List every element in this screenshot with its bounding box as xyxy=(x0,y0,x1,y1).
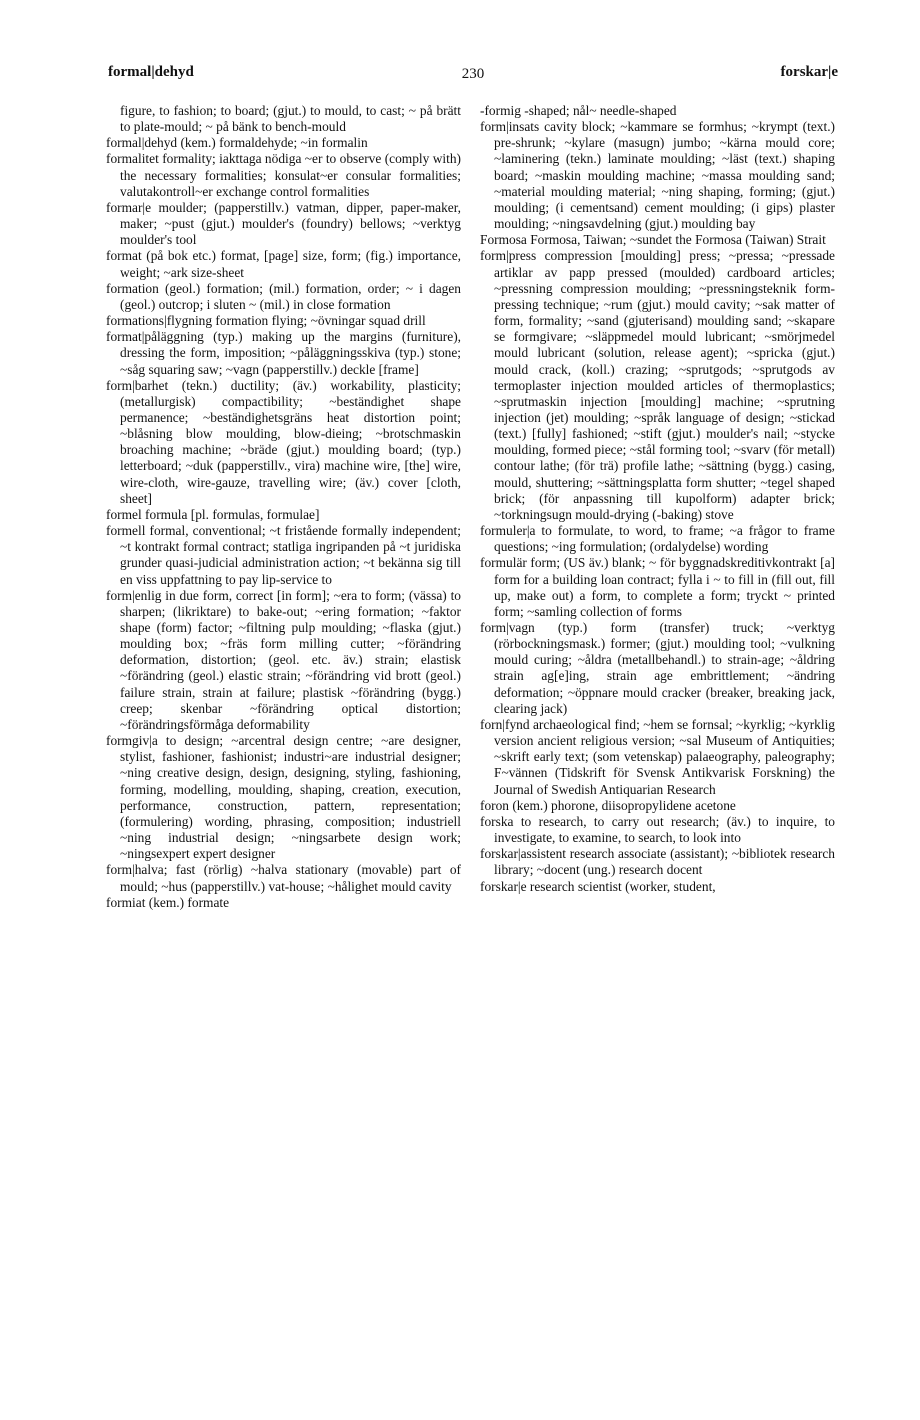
dictionary-entry: format|påläggning (typ.) making up the margins (furniture), dressing the form, imposition; ~påläggningsskiva (typ.) stone; ~såg squaring saw; ~vagn (papperstillv.) deckle [frame] xyxy=(106,329,461,377)
dictionary-entry: format (på bok etc.) format, [page] size, form; (fig.) importance, weight; ~ark size-sheet xyxy=(106,248,461,280)
dictionary-entry: form|halva; fast (rörlig) ~halva stationary (movable) part of mould; ~hus (papperstillv.) vat-house; ~hålighet mould cavity xyxy=(106,862,461,894)
dictionary-entry: forskar|assistent research associate (assistant); ~bibliotek research library; ~docent (ung.) research docent xyxy=(480,846,835,878)
dictionary-entry: formation (geol.) formation; (mil.) formation, order; ~ i dagen (geol.) outcrop; i sluten ~ (mil.) in close formation xyxy=(106,280,461,312)
page-number: 230 xyxy=(461,66,485,82)
dictionary-entry: form|insats cavity block; ~kammare se formhus; ~krympt (text.) pre-shrunk; ~kylare (masugn) jumbo; ~kärna mould core; ~laminering (tekn.) laminate moulding; ~läst (text.) shaping board; ~maskin moulding machine; ~massa moulding sand; ~material moulding material; ~ning shaping, forming; (gjut.) moulding; (i cementsand) cement moulding; (i gips) plaster moulding; ~ningsavdelning (gjut.) moulding bay xyxy=(480,119,835,232)
dictionary-entry: formell formal, conventional; ~t fristående formally independent; ~t kontrakt formal contract; statliga ingripanden på ~t juridiska grunder quasi-judicial administration action; ~t bekänna sig till en viss uppfattning to pay lip-service to xyxy=(106,523,461,587)
dictionary-entry: figure, to fashion; to board; (gjut.) to mould, to cast; ~ på brätt to plate-mould; ~ på bänk to bench-mould xyxy=(120,103,461,135)
dictionary-entry: formalitet formality; iakttaga nödiga ~er to observe (comply with) the necessary formalities; konsulat~er consular formalities; valutakontroll~er exchange control formalities xyxy=(106,151,461,199)
left-column xyxy=(106,103,461,911)
dictionary-entry: forskar|e research scientist (worker, student, xyxy=(480,878,716,894)
dictionary-entry: forska to research, to carry out research; (äv.) to inquire, to investigate, to examine, to search, to look into xyxy=(480,813,835,846)
dictionary-entry: -formig -shaped; nål~ needle-shaped xyxy=(480,103,677,118)
dictionary-entry: form|press compression [moulding] press; ~pressa; ~pressade artiklar av papp pressed (moulded) cardboard articles; ~pressning compression moulding; ~pressningsteknik form-pressing technique; ~rum (gjut.) mould cavity; ~sak matter of form, formality; ~sand (gjuterisand) moulding sand; ~skapare se formgivare; ~släppmedel mould lubricant; ~smörjmedel mould lubricant (solution, release agent); ~spricka (gjut.) mould crack, (koll.) crazing; ~sprutgods; ~sprutgods av termoplaster injection moulded articles of thermoplastics; ~sprutmaskin injection [moulding] machine; ~sprutning injection (jet) moulding; ~språk language of design; ~stickad (text.) [fully] fashioned; ~stift (gjut.) moulder's nail; ~stycke moulding, formed piece; ~stål forming tool; ~svarv (för metall) contour lathe; (för trä) profile lathe; ~sättning (bygg.) casing, mould, shuttering; ~sättningsplatta form shutter; ~tegel shaped brick; (för anpassning till kupolform) adapter brick; ~torkningsugn mould-drying (-baking) stove xyxy=(480,248,835,522)
dictionary-entry: formuler|a to formulate, to word, to frame; ~a frågor to frame questions; ~ing formulation; (ordalydelse) wording xyxy=(480,523,835,555)
dictionary-entry: Formosa Formosa, Taiwan; ~sundet the Formosa (Taiwan) Strait xyxy=(480,232,826,248)
page-header xyxy=(108,64,838,88)
dictionary-entry: form|enlig in due form, correct [in form]; ~era to form; (vässa) to sharpen; (likriktare) to bake-out; ~ering formation; ~faktor shape (form) factor; ~filtning pulp moulding; ~flaska (gjut.) moulding box; ~fräs form milling cutter; ~förändring deformation, distortion; (geol. etc. äv.) strain; elastisk ~förändring (geol.) elastic strain; ~förändring vid brott (geol.) failure strain, strain at failure; plastisk ~förändring (bygg.) creep; skenbar ~förändring optical distortion; ~förändringsförmåga deformability xyxy=(106,587,461,732)
dictionary-entry: forn|fynd archaeological find; ~hem se fornsal; ~kyrklig; ~kyrklig version ancient religious version; ~sal Museum of Antiquities; ~skrift early text; (som vetenskap) palaeography, paleography; F~vännen (Tidskrift för Svensk Antikvarisk Forskning) the Journal of Swedish Antiquarian Research xyxy=(480,716,835,797)
dictionary-entry: formel formula [pl. formulas, formulae] xyxy=(106,506,320,522)
dictionary-entry: formgiv|a to design; ~arcentral design centre; ~are designer, stylist, fashioner, fashionist; industri~are industrial designer; ~ning creative design, design, designing, styling, fashioning, forming, modelling, moulding, shaping, creation, execution, performance, construction, pattern, representation; (formulering) wording, phrasing, composition; industriell ~ning industrial design; ~ningsarbete design work; ~ningsexpert expert designer xyxy=(106,733,461,862)
dictionary-entry: formulär form; (US äv.) blank; ~ för byggnadskreditivkontrakt [a] form for a building loan contract; fylla i ~ to fill in (fill out, fill up, make out) a form, to complete a form; tryckt ~ printed form; ~samling collection of forms xyxy=(480,555,835,619)
dictionary-entry: formations|flygning formation flying; ~övningar squad drill xyxy=(106,313,426,329)
dictionary-entry: formal|dehyd (kem.) formaldehyde; ~in formalin xyxy=(106,135,368,151)
dictionary-entry: form|barhet (tekn.) ductility; (äv.) workability, plasticity; (metallurgisk) compactibility; ~beständighet shape permanence; ~beständighetsgräns heat distortion point; ~blåsning blow moulding, blow-dieing; ~brotschmaskin broaching machine; ~bräde (gjut.) moulding board; (typ.) letterboard; ~duk (papperstillv., vira) machine wire, [the] wire, wire-cloth, wire-gauze, travelling wire; (äv.) cover [cloth, sheet] xyxy=(106,377,461,506)
dictionary-entry: formiat (kem.) formate xyxy=(106,894,230,910)
left-guide-word: formal|dehyd xyxy=(108,64,194,80)
dictionary-entry: form|vagn (typ.) form (transfer) truck; ~verktyg (rörbockningsmask.) former; (gjut.) moulding tool; ~vulkning mould curing; ~åldra (metallbehandl.) to strain-age; ~åldring strain ag[e]ing, strain age embrittlement; ~ändring deformation; ~öppnare mould cracker (breaker, breaking jack, clearing jack) xyxy=(480,620,835,716)
right-column xyxy=(480,103,835,895)
dictionary-entry: foron (kem.) phorone, diisopropylidene acetone xyxy=(480,797,736,813)
dictionary-entry: formar|e moulder; (papperstillv.) vatman, dipper, paper-maker, maker; ~pust (gjut.) moulder's (foundry) bellows; ~verktyg moulder's tool xyxy=(106,199,461,248)
right-guide-word: forskar|e xyxy=(780,64,838,80)
